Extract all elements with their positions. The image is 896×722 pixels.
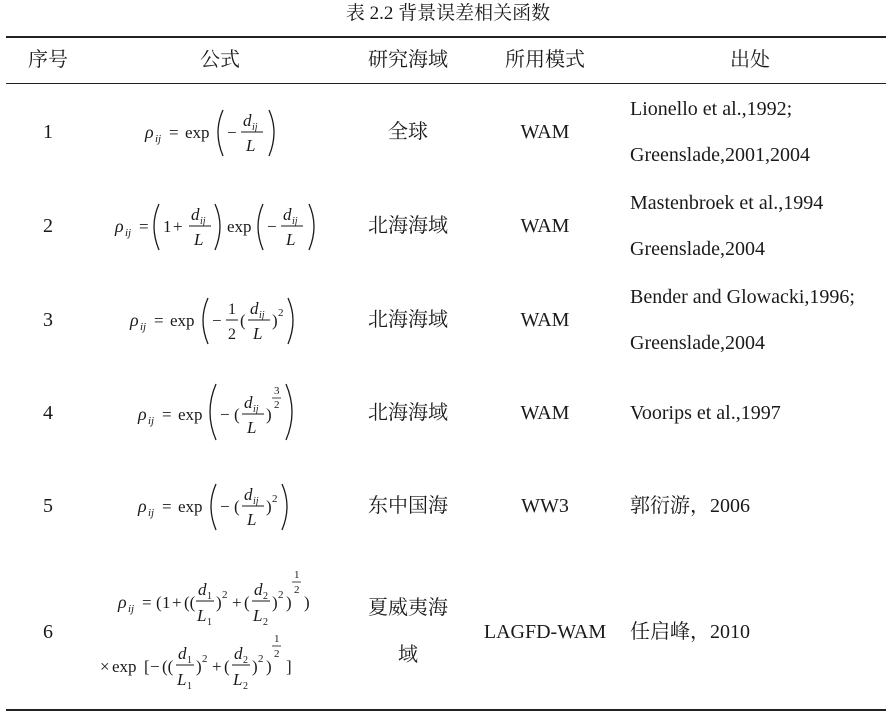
svg-text:+: + bbox=[172, 593, 182, 612]
row-3-source-2: Greenslade,2004 bbox=[630, 332, 765, 354]
svg-text:L: L bbox=[246, 510, 256, 529]
header-sea: 研究海域 bbox=[368, 49, 448, 71]
svg-text:2: 2 bbox=[278, 307, 284, 319]
row-2-model: WAM bbox=[520, 215, 570, 237]
svg-text:): ) bbox=[304, 593, 310, 612]
svg-text:d: d bbox=[283, 205, 292, 224]
svg-text:1: 1 bbox=[207, 591, 212, 602]
svg-text:d: d bbox=[250, 299, 259, 318]
svg-text:): ) bbox=[286, 593, 292, 612]
svg-text:2: 2 bbox=[258, 653, 264, 665]
svg-text:L: L bbox=[194, 230, 204, 249]
header-no: 序号 bbox=[28, 49, 68, 71]
row-5-no: 5 bbox=[43, 495, 53, 517]
svg-text:ρ: ρ bbox=[137, 404, 147, 424]
rule-top bbox=[6, 36, 886, 38]
svg-text:ij: ij bbox=[200, 216, 206, 227]
svg-text:ij: ij bbox=[292, 216, 298, 227]
svg-text:=: = bbox=[139, 217, 149, 236]
row-1-model: WAM bbox=[520, 121, 570, 143]
svg-text:L: L bbox=[253, 324, 263, 343]
svg-text:1: 1 bbox=[207, 617, 212, 628]
header-model: 所用模式 bbox=[505, 49, 585, 71]
row-6-sea-1: 夏威夷海 bbox=[368, 597, 448, 619]
row-2-no: 2 bbox=[43, 215, 53, 237]
svg-text:3: 3 bbox=[273, 385, 279, 397]
svg-text:−: − bbox=[267, 217, 277, 236]
svg-text:−: − bbox=[219, 497, 230, 516]
row-1-formula bbox=[90, 104, 350, 160]
svg-text:exp: exp bbox=[177, 405, 203, 424]
svg-text:1: 1 bbox=[162, 593, 171, 612]
svg-text:1: 1 bbox=[187, 655, 192, 666]
svg-text:L: L bbox=[233, 670, 243, 689]
svg-text:1: 1 bbox=[228, 301, 236, 318]
row-6-sea-2: 域 bbox=[398, 644, 418, 666]
svg-text:+: + bbox=[212, 657, 222, 676]
svg-text:1: 1 bbox=[274, 633, 280, 645]
svg-text:exp: exp bbox=[170, 311, 195, 330]
svg-text:ij: ij bbox=[125, 227, 132, 239]
rule-bottom bbox=[6, 709, 886, 711]
svg-text:+: + bbox=[232, 593, 242, 612]
row-2-source-1: Mastenbroek et al.,1994 bbox=[630, 192, 824, 214]
svg-text:L: L bbox=[246, 136, 256, 155]
svg-text:2: 2 bbox=[263, 591, 268, 602]
svg-text:2: 2 bbox=[263, 617, 268, 628]
svg-text:(: ( bbox=[233, 497, 240, 516]
row-5-formula bbox=[90, 478, 350, 534]
row-3-model: WAM bbox=[520, 309, 570, 331]
svg-text:=: = bbox=[161, 405, 172, 424]
header-formula: 公式 bbox=[200, 49, 240, 71]
svg-text:L: L bbox=[286, 230, 296, 249]
svg-text:×: × bbox=[100, 657, 110, 676]
svg-text:L: L bbox=[177, 670, 187, 689]
row-4-formula bbox=[90, 380, 350, 444]
svg-text:ρ: ρ bbox=[137, 496, 147, 516]
svg-text:(: ( bbox=[233, 405, 240, 424]
svg-text:): ) bbox=[196, 657, 202, 676]
svg-text:1: 1 bbox=[163, 217, 172, 236]
svg-text:−: − bbox=[219, 405, 230, 424]
row-4-model: WAM bbox=[520, 402, 570, 424]
row-6-model: LAGFD-WAM bbox=[483, 621, 607, 643]
svg-text:2: 2 bbox=[243, 655, 248, 666]
svg-text:ij: ij bbox=[252, 122, 258, 133]
svg-text:d: d bbox=[243, 485, 252, 504]
svg-text:ij: ij bbox=[128, 603, 135, 615]
svg-text:=: = bbox=[169, 123, 179, 142]
row-2-formula bbox=[90, 198, 350, 254]
svg-text:(: ( bbox=[244, 593, 250, 612]
svg-text:): ) bbox=[266, 657, 272, 676]
row-1-source-1: Lionello et al.,1992; bbox=[630, 98, 793, 120]
svg-text:2: 2 bbox=[243, 681, 248, 692]
svg-text:d: d bbox=[178, 644, 187, 663]
svg-text:exp: exp bbox=[185, 123, 210, 142]
row-3-sea: 北海海域 bbox=[368, 309, 448, 331]
svg-text:L: L bbox=[246, 418, 256, 437]
svg-text:d: d bbox=[254, 580, 263, 599]
svg-text:d: d bbox=[198, 580, 207, 599]
svg-text:−: − bbox=[227, 123, 237, 142]
svg-text:((: (( bbox=[162, 657, 174, 676]
svg-text:ρ: ρ bbox=[130, 310, 139, 330]
svg-text:2: 2 bbox=[271, 493, 277, 505]
row-3-formula bbox=[90, 292, 350, 348]
svg-text:(: ( bbox=[224, 657, 230, 676]
svg-text:ij: ij bbox=[252, 496, 259, 507]
svg-text:2: 2 bbox=[294, 584, 300, 596]
svg-text:ij: ij bbox=[252, 404, 259, 415]
svg-text:((: (( bbox=[184, 593, 196, 612]
svg-text:d: d bbox=[191, 205, 200, 224]
rule-header bbox=[6, 83, 886, 84]
row-6-formula bbox=[90, 568, 350, 698]
svg-text:ρ: ρ bbox=[115, 216, 124, 236]
svg-text:): ) bbox=[265, 497, 272, 516]
row-4-no: 4 bbox=[43, 402, 53, 424]
svg-text:d: d bbox=[243, 393, 252, 412]
svg-text:+: + bbox=[173, 217, 183, 236]
svg-text:): ) bbox=[272, 311, 278, 330]
svg-text:ρ: ρ bbox=[118, 592, 127, 612]
svg-text:1: 1 bbox=[187, 681, 192, 692]
row-1-source-2: Greenslade,2001,2004 bbox=[630, 144, 810, 166]
svg-text:=: = bbox=[142, 593, 152, 612]
svg-text:[: [ bbox=[144, 657, 150, 676]
svg-text:2: 2 bbox=[228, 326, 236, 343]
svg-text:2: 2 bbox=[274, 648, 280, 660]
row-1-no: 1 bbox=[43, 121, 53, 143]
svg-text:ij: ij bbox=[155, 133, 162, 145]
svg-text:1: 1 bbox=[294, 569, 300, 581]
svg-text:=: = bbox=[154, 311, 164, 330]
svg-text:ρ: ρ bbox=[145, 122, 154, 142]
row-2-sea: 北海海域 bbox=[368, 215, 448, 237]
svg-text:): ) bbox=[252, 657, 258, 676]
svg-text:L: L bbox=[253, 606, 263, 625]
row-2-source-2: Greenslade,2004 bbox=[630, 238, 765, 260]
row-6-no: 6 bbox=[43, 621, 53, 643]
svg-text:−: − bbox=[150, 657, 160, 676]
row-5-source-1: 郭衍游，2006 bbox=[630, 495, 750, 517]
svg-text:ij: ij bbox=[259, 310, 265, 321]
table-caption: 表 2.2 背景误差相关函数 bbox=[345, 3, 551, 24]
svg-text:2: 2 bbox=[202, 653, 208, 665]
svg-text:exp: exp bbox=[177, 497, 203, 516]
svg-text:exp: exp bbox=[227, 217, 252, 236]
svg-text:ij: ij bbox=[140, 321, 147, 333]
svg-text:ij: ij bbox=[147, 415, 154, 427]
svg-text:2: 2 bbox=[273, 399, 279, 411]
row-6-source-1: 任启峰，2010 bbox=[630, 621, 750, 643]
svg-text:exp: exp bbox=[112, 657, 137, 676]
svg-text:): ) bbox=[272, 593, 278, 612]
row-5-sea: 东中国海 bbox=[368, 495, 448, 517]
svg-text:(: ( bbox=[156, 593, 162, 612]
row-4-sea: 北海海域 bbox=[368, 402, 448, 424]
svg-text:−: − bbox=[212, 311, 222, 330]
svg-text:d: d bbox=[234, 644, 243, 663]
header-source: 出处 bbox=[730, 49, 770, 71]
svg-text:2: 2 bbox=[222, 589, 228, 601]
svg-text:(: ( bbox=[240, 311, 246, 330]
svg-text:): ) bbox=[265, 405, 272, 424]
svg-text:]: ] bbox=[286, 657, 292, 676]
svg-text:2: 2 bbox=[278, 589, 284, 601]
row-1-sea: 全球 bbox=[388, 121, 428, 143]
svg-text:L: L bbox=[197, 606, 207, 625]
row-3-source-1: Bender and Glowacki,1996; bbox=[630, 286, 855, 308]
row-3-no: 3 bbox=[43, 309, 53, 331]
svg-text:=: = bbox=[161, 497, 172, 516]
row-5-model: WW3 bbox=[521, 495, 569, 517]
svg-text:d: d bbox=[243, 111, 252, 130]
svg-text:ij: ij bbox=[147, 507, 154, 519]
row-4-source-1: Voorips et al.,1997 bbox=[630, 402, 781, 424]
svg-text:): ) bbox=[216, 593, 222, 612]
